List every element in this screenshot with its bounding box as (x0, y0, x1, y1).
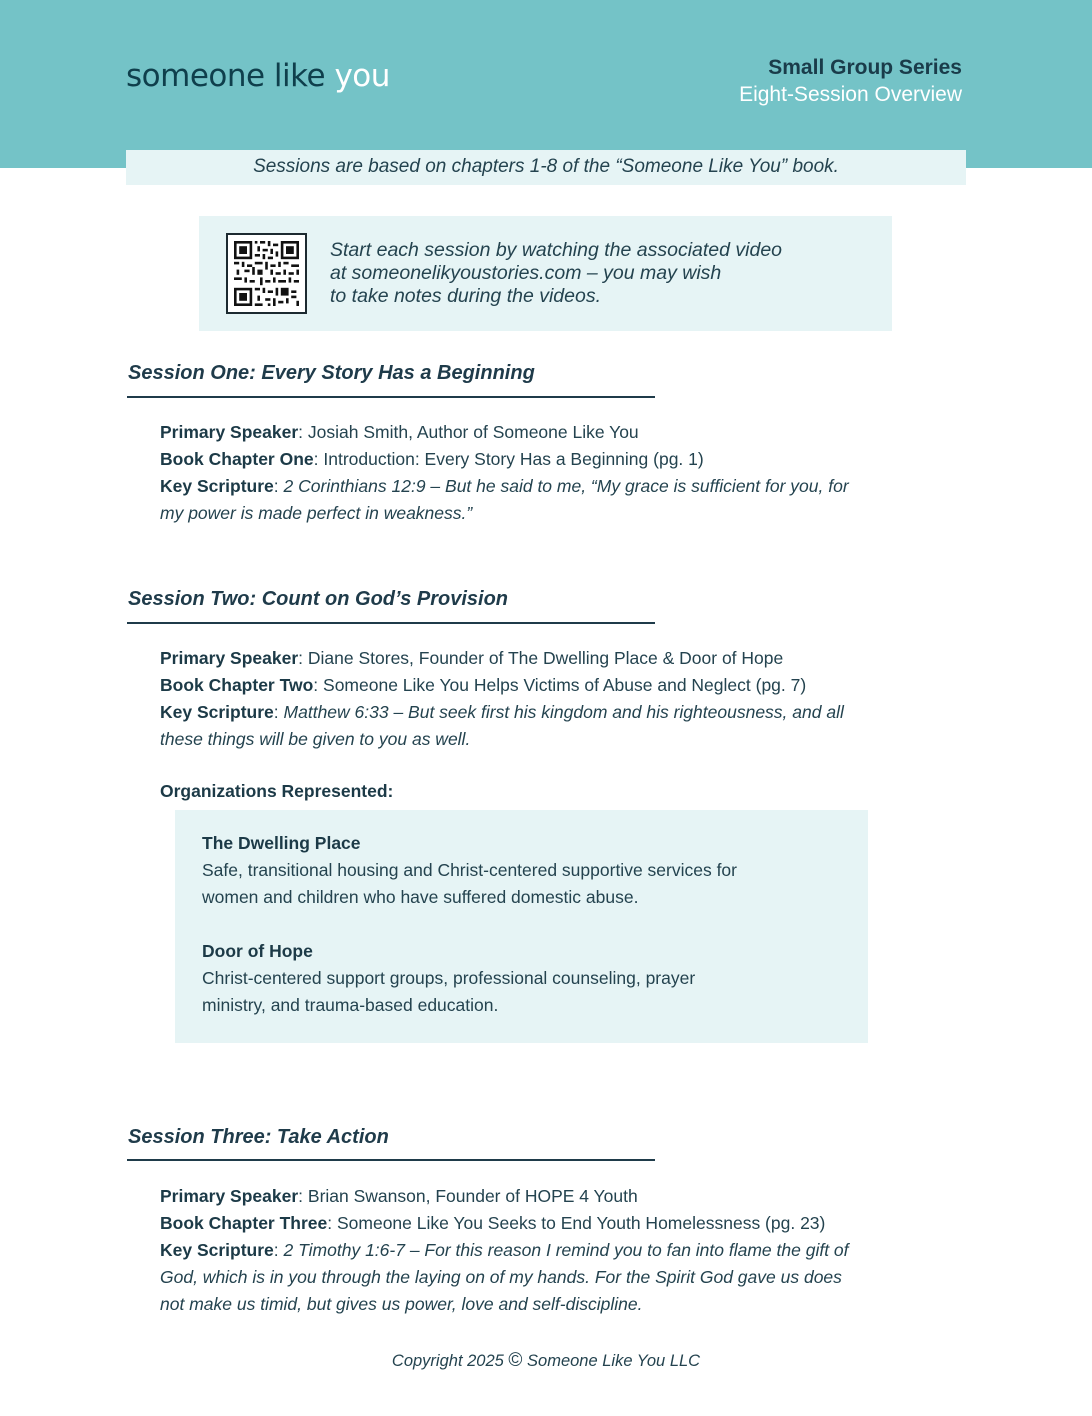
speaker-label: Primary Speaker (160, 1186, 299, 1206)
session-one-title: Session One: Every Story Has a Beginning (128, 362, 535, 384)
scripture-line (160, 1291, 960, 1318)
session-two-details (160, 645, 960, 753)
speaker-label: Primary Speaker (160, 648, 299, 668)
scripture-text: my power is made perfect in weakness.” (160, 503, 473, 523)
divider (127, 1159, 655, 1161)
scripture-text: 2 Timothy 1:6-7 – For this reason I remind you to fan into flame the gift of (283, 1240, 849, 1260)
video-note-box (199, 216, 892, 331)
speaker-line: Primary Speaker: Diane Stores, Founder of The Dwelling Place & Door of Hope (160, 648, 784, 668)
chapter-line: Book Chapter Three: Someone Like You Seeks to End Youth Homelessness (pg. 23) (160, 1213, 826, 1233)
logo-text-accent: you (334, 58, 390, 94)
brand-logo (126, 58, 390, 94)
chapter-label: Book Chapter One (160, 449, 314, 469)
organization-desc: women and children who have suffered domestic abuse. (202, 887, 639, 907)
scripture-line: Key Scripture: Matthew 6:33 – But seek first his kingdom and his righteousness, and all (160, 702, 844, 722)
scripture-line: Key Scripture: 2 Timothy 1:6-7 – For this reason I remind you to fan into flame the gift of (160, 1240, 849, 1260)
organization-desc: ministry, and trauma-based education. (202, 995, 499, 1015)
speaker-line: Primary Speaker: Brian Swanson, Founder of HOPE 4 Youth (160, 1186, 638, 1206)
series-title-block (739, 54, 962, 108)
intro-banner: Sessions are based on chapters 1-8 of the “Someone Like You” book. (126, 150, 966, 185)
chapter-value: Introduction: Every Story Has a Beginning (pg. 1) (323, 449, 704, 469)
qr-code-graphic (234, 241, 299, 306)
organizations-box (175, 810, 868, 1043)
scripture-label: Key Scripture (160, 702, 274, 722)
scripture-label: Key Scripture (160, 1240, 274, 1260)
session-one-details (160, 419, 960, 527)
footer-prefix: Copyright 2025 (391, 1352, 504, 1370)
scripture-text: God, which is in you through the laying on of my hands. For the Spirit God gave us does (160, 1267, 842, 1287)
scripture-line: Key Scripture: 2 Corinthians 12:9 – But he said to me, “My grace is sufficient for you, for (160, 476, 849, 496)
scripture-line (160, 500, 960, 527)
footer-owner: Someone Like You LLC (527, 1352, 701, 1370)
scripture-text: 2 Corinthians 12:9 – But he said to me, “My grace is sufficient for you, for (283, 476, 849, 496)
footer (0, 1350, 1092, 1372)
speaker-value: Diane Stores, Founder of The Dwelling Place & Door of Hope (307, 648, 784, 668)
chapter-line: Book Chapter One: Introduction: Every Story Has a Beginning (pg. 1) (160, 449, 704, 469)
logo-text: someone like (126, 58, 326, 94)
scripture-text: Matthew 6:33 – But seek first his kingdom and his righteousness, and all (283, 702, 844, 722)
speaker-value: Brian Swanson, Founder of HOPE 4 Youth (307, 1186, 638, 1206)
organization-name: The Dwelling Place (202, 833, 361, 853)
chapter-label: Book Chapter Two (160, 675, 314, 695)
speaker-label: Primary Speaker (160, 422, 299, 442)
divider (127, 396, 655, 398)
organizations-heading: Organizations Represented: (160, 781, 394, 801)
organization-name: Door of Hope (202, 941, 313, 961)
scripture-text: not make us timid, but gives us power, love and self-discipline. (160, 1294, 643, 1314)
scripture-label: Key Scripture (160, 476, 274, 496)
session-three-title: Session Three: Take Action (128, 1126, 389, 1148)
organization-item (202, 938, 852, 1019)
organization-desc: Safe, transitional housing and Christ-centered supportive services for (202, 860, 737, 880)
divider (127, 622, 655, 624)
speaker-value: Josiah Smith, Author of Someone Like You (307, 422, 639, 442)
series-title: Small Group Series (768, 56, 962, 79)
scripture-text: these things will be given to you as well. (160, 729, 471, 749)
chapter-value: Someone Like You Seeks to End Youth Homelessness (pg. 23) (336, 1213, 826, 1233)
chapter-label: Book Chapter Three (160, 1213, 328, 1233)
scripture-line (160, 1264, 960, 1291)
speaker-line: Primary Speaker: Josiah Smith, Author of Someone Like You (160, 422, 639, 442)
chapter-line: Book Chapter Two: Someone Like You Helps Victims of Abuse and Neglect (pg. 7) (160, 675, 807, 695)
session-two-title: Session Two: Count on God’s Provision (128, 588, 509, 610)
chapter-value: Someone Like You Helps Victims of Abuse and Neglect (pg. 7) (323, 675, 807, 695)
qr-code-icon[interactable] (226, 233, 307, 314)
organization-desc: Christ-centered support groups, professional counseling, prayer (202, 968, 696, 988)
video-note-text (330, 239, 870, 308)
video-note-line: at someonelikyoustories.com – you may wish (330, 262, 722, 284)
session-three-details (160, 1183, 960, 1318)
video-note-line: Start each session by watching the associated video (330, 239, 783, 261)
series-subtitle: Eight-Session Overview (739, 83, 962, 106)
video-note-line: to take notes during the videos. (330, 285, 602, 307)
copyright-icon: © (508, 1350, 523, 1371)
header-banner (0, 0, 1092, 168)
organization-item (202, 830, 852, 911)
scripture-line (160, 726, 960, 753)
